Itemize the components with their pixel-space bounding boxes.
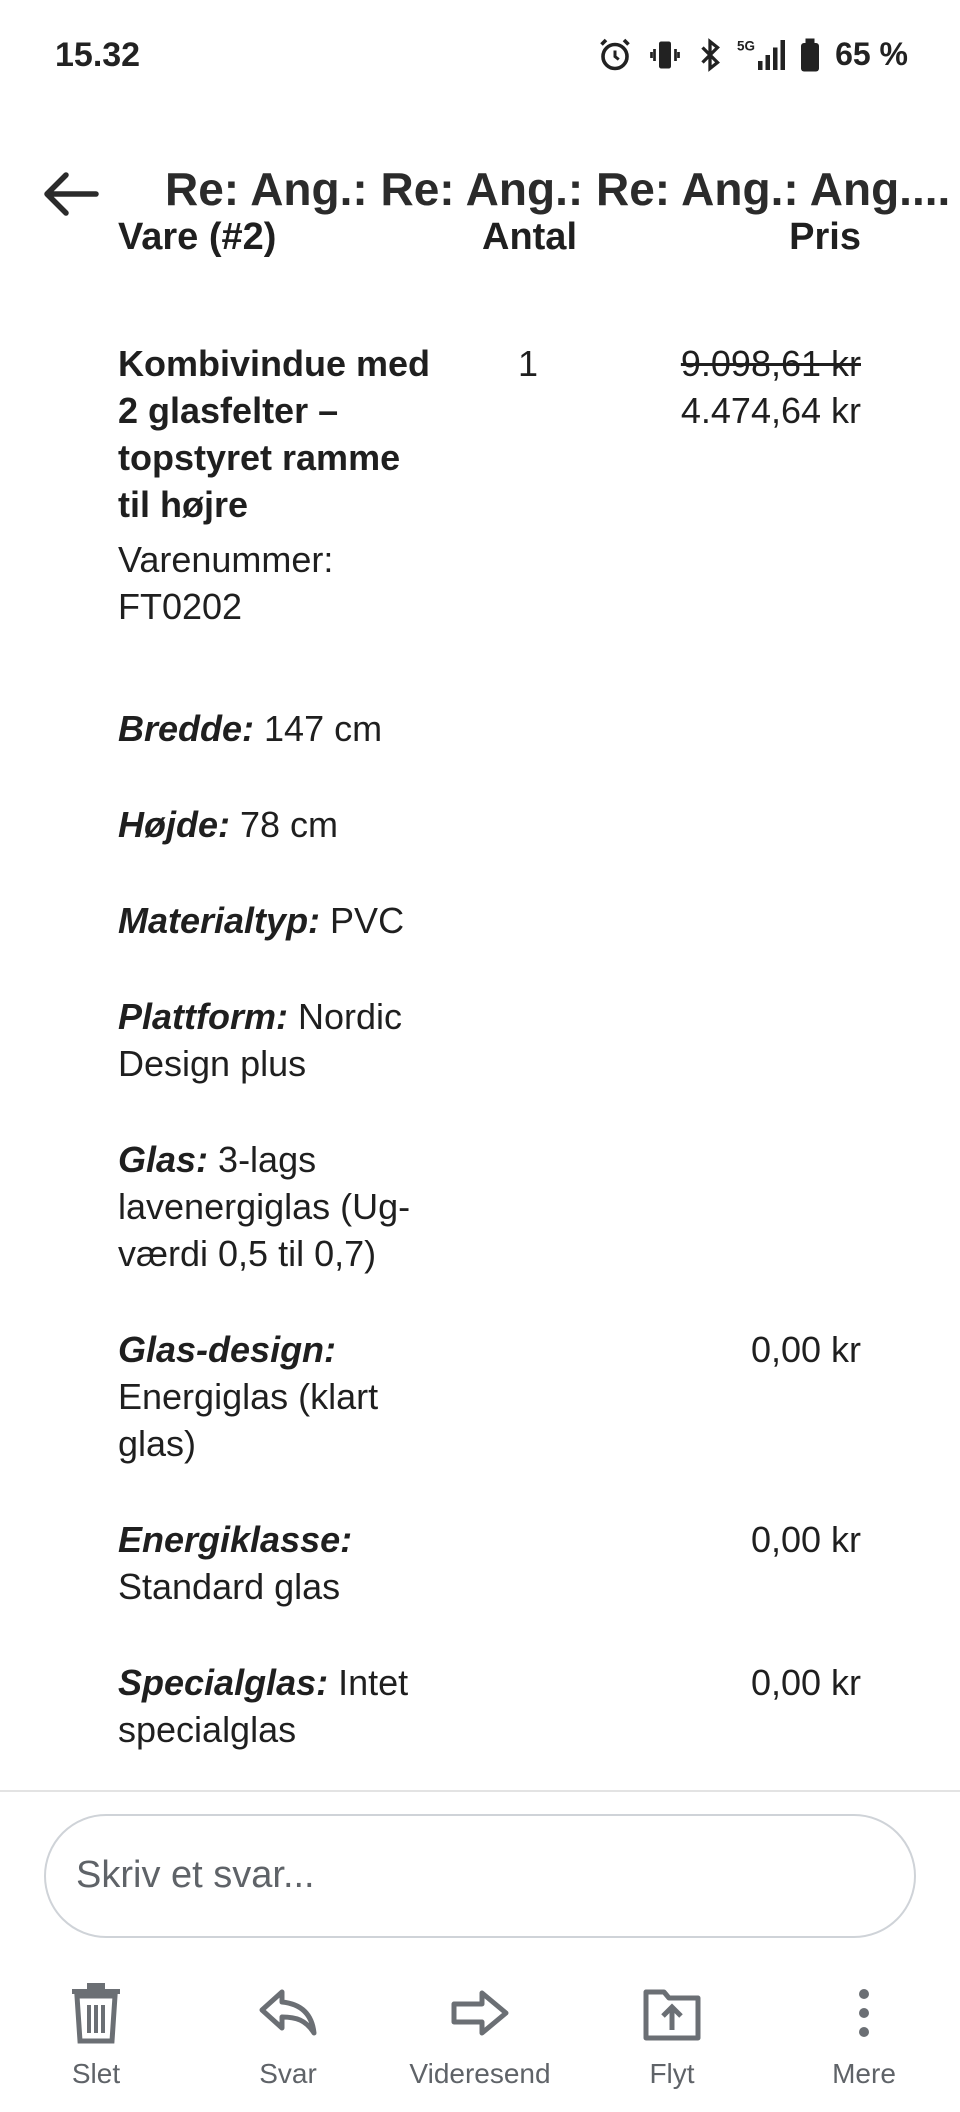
reply-label: Svar xyxy=(259,2058,317,2089)
attribute-label: Specialglas: xyxy=(118,1662,329,1703)
reply-icon xyxy=(258,1988,318,2038)
battery-level: 65 % xyxy=(835,36,908,72)
more-button[interactable] xyxy=(768,1978,960,2108)
product-quantity: 1 xyxy=(518,343,539,384)
column-header-price: Pris xyxy=(789,216,861,258)
attribute-value: Intet specialglas xyxy=(118,1662,409,1750)
move-button[interactable] xyxy=(576,1978,768,2108)
column-header-quantity: Antal xyxy=(482,216,577,258)
attribute-label: Glas: xyxy=(118,1139,209,1180)
attribute-platform xyxy=(118,993,448,1087)
attribute-material xyxy=(118,897,448,944)
attribute-price: 0,00 kr xyxy=(750,1329,861,1370)
attribute-price: 0,00 kr xyxy=(750,1662,861,1703)
status-bar xyxy=(0,0,960,110)
attribute-value: Nordic Design plus xyxy=(118,996,403,1084)
email-body[interactable] xyxy=(0,216,960,1790)
attribute-width xyxy=(118,705,448,752)
divider xyxy=(0,1790,960,1792)
attribute-price: 0,00 kr xyxy=(750,1519,861,1560)
attribute-glass-design xyxy=(118,1326,448,1467)
reply-placeholder: Skriv et svar... xyxy=(76,1854,315,1896)
product-name: Kombivindue med 2 glasfelter – topstyret ramme til højre xyxy=(118,343,431,525)
status-time: 15.32 xyxy=(55,36,141,74)
attribute-label: Materialtyp: xyxy=(118,900,321,941)
move-label: Flyt xyxy=(649,2058,695,2089)
status-icons xyxy=(597,36,908,73)
discounted-price: 4.474,64 kr xyxy=(680,390,861,431)
attribute-special-glass xyxy=(118,1659,448,1753)
attribute-label: Højde: xyxy=(118,804,230,845)
attribute-value: 78 cm xyxy=(230,804,339,845)
vibrate-icon xyxy=(647,37,683,73)
bluetooth-icon xyxy=(697,37,723,73)
product-sku: Varenummer: FT0202 xyxy=(118,539,334,627)
reply-input[interactable] xyxy=(44,1814,916,1938)
trash-icon xyxy=(69,1983,123,2043)
attribute-label: Glas-design: xyxy=(118,1329,337,1370)
forward-button[interactable] xyxy=(384,1978,576,2108)
attribute-value: 147 cm xyxy=(254,708,383,749)
attribute-value: 3-lags lavenergiglas (Ug-værdi 0,5 til 0,7) xyxy=(118,1139,411,1274)
forward-label: Videresend xyxy=(409,2058,551,2089)
arrow-back-icon xyxy=(40,169,100,219)
move-icon xyxy=(642,1984,702,2042)
table-header-row xyxy=(0,216,960,266)
attribute-label: Plattform: xyxy=(118,996,288,1037)
back-button[interactable] xyxy=(40,164,130,224)
battery-icon xyxy=(799,37,821,73)
delete-button[interactable] xyxy=(0,1978,192,2108)
attribute-label: Bredde: xyxy=(118,708,255,749)
signal-icon xyxy=(737,37,785,73)
forward-icon xyxy=(450,1988,510,2038)
original-price: 9.098,61 kr xyxy=(680,343,861,384)
bottom-action-bar xyxy=(0,1960,960,2112)
more-label: Mere xyxy=(832,2058,896,2089)
attribute-value: PVC xyxy=(320,900,405,941)
alarm-icon xyxy=(597,37,633,73)
more-vertical-icon xyxy=(854,1986,874,2040)
attribute-value: Standard glas xyxy=(118,1566,341,1607)
attribute-height xyxy=(118,801,448,848)
attribute-energy-class xyxy=(118,1516,448,1610)
reply-button[interactable] xyxy=(192,1978,384,2108)
email-subject: Re: Ang.: Re: Ang.: Re: Ang.: Ang.... xyxy=(165,163,951,215)
attribute-glass xyxy=(118,1136,448,1277)
attribute-label: Energiklasse: xyxy=(118,1519,353,1560)
network-type: 5G xyxy=(737,38,756,53)
attribute-value: Energiglas (klart glas) xyxy=(118,1376,379,1464)
column-header-item: Vare (#2) xyxy=(118,216,277,258)
delete-label: Slet xyxy=(71,2058,121,2089)
